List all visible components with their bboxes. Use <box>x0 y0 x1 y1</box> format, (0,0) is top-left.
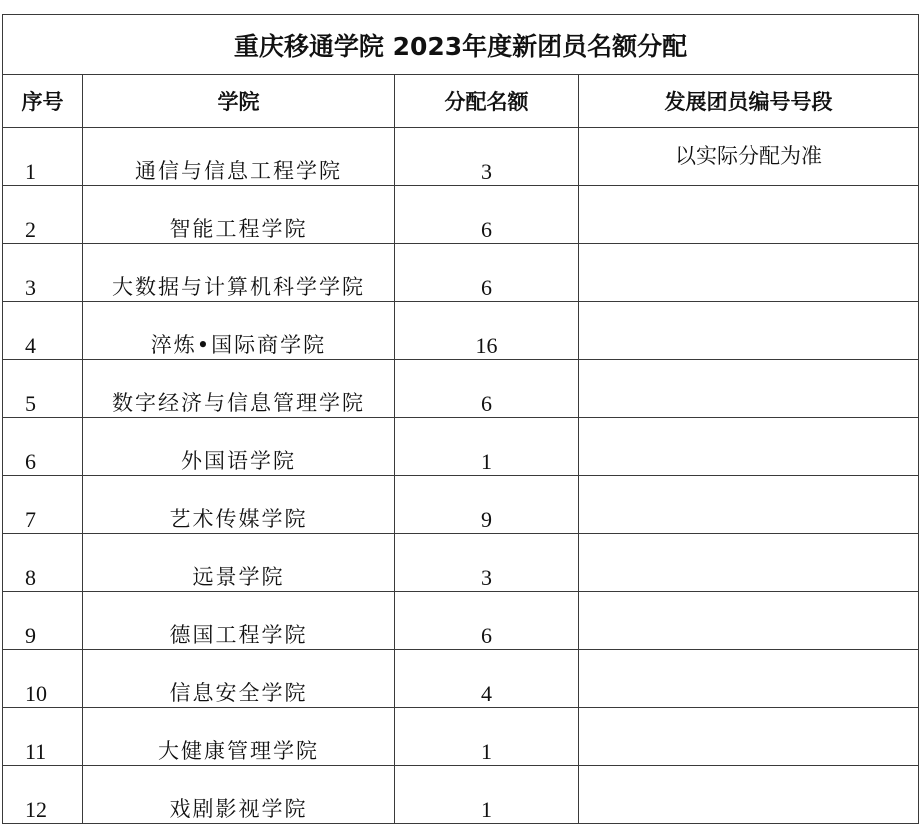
table-row <box>3 244 919 302</box>
row-quota-cell: 1 <box>395 766 579 824</box>
table-row <box>3 534 919 592</box>
row-quota-cell: 9 <box>395 476 579 534</box>
table-row <box>3 708 919 766</box>
row-member-range-cell <box>579 244 919 302</box>
row-college-cell: 智能工程学院 <box>83 186 395 244</box>
row-college-cell: 大数据与计算机科学学院 <box>83 244 395 302</box>
row-quota-cell: 6 <box>395 592 579 650</box>
row-quota-cell: 4 <box>395 650 579 708</box>
row-index-cell: 2 <box>3 186 83 244</box>
row-college-cell: 戏剧影视学院 <box>83 766 395 824</box>
table-title: 重庆移通学院 2023年度新团员名额分配 <box>3 15 919 75</box>
row-quota-cell: 6 <box>395 186 579 244</box>
row-member-range-cell <box>579 186 919 244</box>
row-college-cell: 信息安全学院 <box>83 650 395 708</box>
table-row <box>3 302 919 360</box>
row-quota-cell: 1 <box>395 708 579 766</box>
row-college-cell: 外国语学院 <box>83 418 395 476</box>
quota-table <box>2 14 919 824</box>
row-college-cell: 远景学院 <box>83 534 395 592</box>
row-quota-cell: 16 <box>395 302 579 360</box>
row-member-range-cell <box>579 418 919 476</box>
table-row <box>3 186 919 244</box>
row-college-cell: 淬炼•国际商学院 <box>83 302 395 360</box>
row-index-cell: 4 <box>3 302 83 360</box>
row-college-cell: 通信与信息工程学院 <box>83 128 395 186</box>
row-quota-cell: 3 <box>395 534 579 592</box>
row-member-range-cell <box>579 534 919 592</box>
header-index: 序号 <box>3 75 83 128</box>
row-quota-cell: 6 <box>395 360 579 418</box>
header-row <box>3 75 919 128</box>
row-index-cell: 5 <box>3 360 83 418</box>
row-college-cell: 数字经济与信息管理学院 <box>83 360 395 418</box>
row-quota-cell: 1 <box>395 418 579 476</box>
row-index-cell: 8 <box>3 534 83 592</box>
row-index-cell: 11 <box>3 708 83 766</box>
table-row <box>3 766 919 824</box>
row-member-range-cell <box>579 708 919 766</box>
row-index-cell: 3 <box>3 244 83 302</box>
quota-document <box>2 14 918 824</box>
row-member-range-cell <box>579 650 919 708</box>
row-college-cell: 大健康管理学院 <box>83 708 395 766</box>
header-quota: 分配名额 <box>395 75 579 128</box>
row-member-range-cell <box>579 302 919 360</box>
table-row <box>3 476 919 534</box>
row-quota-cell: 6 <box>395 244 579 302</box>
row-member-range-cell <box>579 766 919 824</box>
row-member-range-cell <box>579 476 919 534</box>
table-row <box>3 418 919 476</box>
row-index-cell: 6 <box>3 418 83 476</box>
row-index-cell: 12 <box>3 766 83 824</box>
row-member-range-cell <box>579 592 919 650</box>
table-row <box>3 592 919 650</box>
header-member-range: 发展团员编号号段 <box>579 75 919 128</box>
table-row <box>3 650 919 708</box>
row-college-cell: 德国工程学院 <box>83 592 395 650</box>
row-index-cell: 9 <box>3 592 83 650</box>
row-index-cell: 1 <box>3 128 83 186</box>
header-college: 学院 <box>83 75 395 128</box>
row-member-range-cell <box>579 360 919 418</box>
table-row <box>3 360 919 418</box>
row-index-cell: 7 <box>3 476 83 534</box>
table-row <box>3 128 919 186</box>
row-quota-cell: 3 <box>395 128 579 186</box>
row-member-range-cell: 以实际分配为准 <box>579 128 919 186</box>
row-college-cell: 艺术传媒学院 <box>83 476 395 534</box>
title-row <box>3 15 919 75</box>
row-index-cell: 10 <box>3 650 83 708</box>
